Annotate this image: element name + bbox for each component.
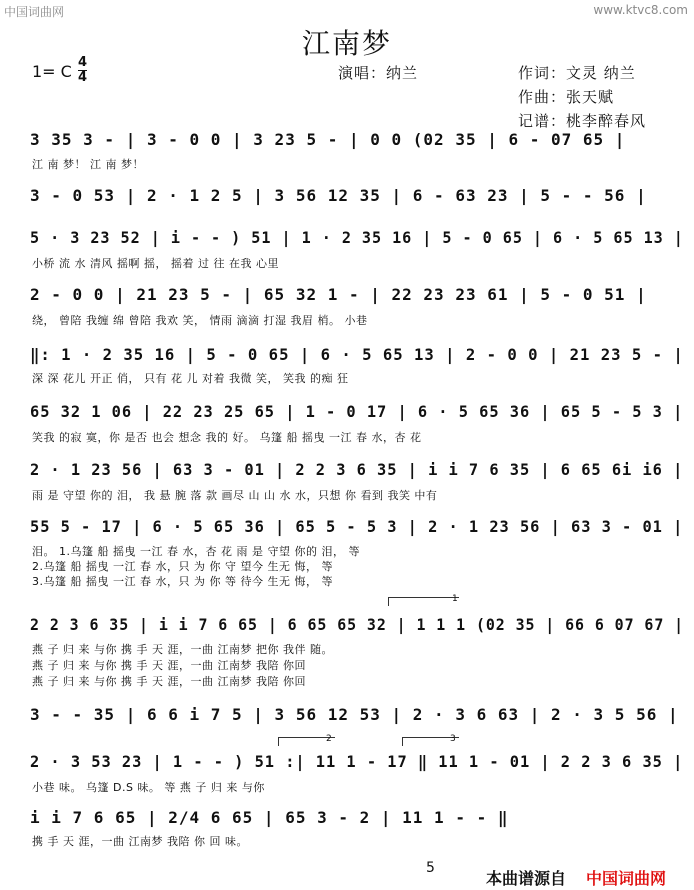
- source-site-link[interactable]: 中国词曲网: [586, 869, 667, 888]
- score-row-12-notes: i i 7 6 65 | 2/4 6 65 | 65 3 - 2 | 11 1 - - ‖: [30, 808, 509, 827]
- watermark-site-url: www.ktvc8.com: [593, 3, 688, 17]
- score-row-9-lyrics-verse-1: 燕 子 归 来 与你 携 手 天 涯，一曲 江南梦 把你 我伴 随。: [32, 643, 333, 656]
- score-row-8-lyrics-verse-1: 泪。 1.乌篷 船 摇曳 一江 春 水，杏 花 雨 是 守望 你的 泪， 等: [32, 545, 360, 558]
- score-row-9-lyrics-verse-3: 燕 子 归 来 与你 携 手 天 涯，一曲 江南梦 我陪 你回: [32, 675, 306, 688]
- score-row-6-lyrics: 笑我 的寂 寞，你 是否 也会 想念 我的 好。 乌篷 船 摇曳 一江 春 水，杏 花: [32, 431, 422, 444]
- score-row-5-notes: ‖: 1 · 2 35 16 | 5 - 0 65 | 6 · 5 65 13 | 2 - 0 0 | 21 23 5 - |: [30, 345, 684, 364]
- page-number: 5: [426, 860, 435, 876]
- score-row-8-lyrics-verse-3: 3.乌篷 船 摇曳 一江 春 水，只 为 你 等 待今 生无 悔， 等: [32, 575, 333, 588]
- score-row-6-notes: 65 32 1 06 | 22 23 25 65 | 1 - 0 17 | 6 · 5 65 36 | 65 5 - 5 3 |: [30, 402, 684, 421]
- score-row-2-notes: 3 - 0 53 | 2 · 1 2 5 | 3 56 12 35 | 6 - 63 23 | 5 - - 56 |: [30, 186, 647, 205]
- time-signature-top: 4: [78, 55, 88, 70]
- score-row-1-lyrics: 江 南 梦！ 江 南 梦！: [32, 158, 144, 171]
- score-row-3-notes: 5 · 3 23 52 | i - - ) 51 | 1 · 2 35 16 | 5 - 0 65 | 6 · 5 65 13 |: [30, 228, 684, 247]
- score-row-8-notes: 55 5 - 17 | 6 · 5 65 36 | 65 5 - 5 3 | 2 · 1 23 56 | 63 3 - 01 |: [30, 517, 684, 536]
- score-row-7-lyrics: 雨 是 守望 你的 泪， 我 悬 腕 落 款 画尽 山 山 水 水，只想 你 看到 我笑 中有: [32, 489, 438, 502]
- transcriber-credit: 记谱：桃李醉春风: [518, 112, 647, 130]
- score-row-4-lyrics: 绕， 曾陪 我缠 绵 曾陪 我欢 笑， 情雨 滴滴 打湿 我眉 梢。 小巷: [32, 314, 368, 327]
- key-signature: 1= C: [32, 62, 72, 81]
- score-row-12-lyrics: 携 手 天 涯，一曲 江南梦 我陪 你 回 味。: [32, 835, 248, 848]
- volta-bracket-1: [388, 597, 459, 606]
- score-row-11-notes: 2 · 3 53 23 | 1 - - ) 51 :| 11 1 - 17 ‖ 11 1 - 01 | 2 2 3 6 35 |: [30, 752, 684, 771]
- score-row-7-notes: 2 · 1 23 56 | 63 3 - 01 | 2 2 3 6 35 | i i 7 6 35 | 6 65 6i i6 |: [30, 460, 684, 479]
- score-row-9-lyrics-verse-2: 燕 子 归 来 与你 携 手 天 涯，一曲 江南梦 我陪 你回: [32, 659, 306, 672]
- score-row-5-lyrics: 深 深 花儿 开正 俏， 只有 花 儿 对着 我微 笑， 笑我 的痴 狂: [32, 372, 349, 385]
- volta-label-2: 2: [326, 734, 332, 744]
- score-row-4-notes: 2 - 0 0 | 21 23 5 - | 65 32 1 - | 22 23 23 61 | 5 - 0 51 |: [30, 285, 647, 304]
- composer-credit: 作曲：张天赋: [518, 88, 615, 106]
- score-row-10-notes: 3 - - 35 | 6 6 i 7 5 | 3 56 12 53 | 2 · 3 6 63 | 2 · 3 5 56 |: [30, 705, 679, 724]
- source-footer: [486, 866, 666, 889]
- volta-label-1: 1: [452, 594, 458, 604]
- volta-label-3: 3: [450, 734, 456, 744]
- lyricist-credit: 作词：文灵 纳兰: [518, 64, 636, 82]
- score-row-3-lyrics: 小桥 流 水 清风 摇啊 摇， 摇着 过 往 在我 心里: [32, 257, 279, 270]
- score-row-8-lyrics-verse-2: 2.乌篷 船 摇曳 一江 春 水，只 为 你 守 望今 生无 悔， 等: [32, 560, 333, 573]
- source-label: 本曲谱源自: [486, 869, 567, 888]
- time-signature-bottom: 4: [78, 70, 88, 85]
- score-row-11-lyrics: 小巷 味。 乌篷 D.S 味。 等 燕 子 归 来 与你: [32, 781, 265, 794]
- time-signature: [78, 56, 87, 85]
- score-row-1-notes: 3 35 3 - | 3 - 0 0 | 3 23 5 - | 0 0 (02 35 | 6 - 07 65 |: [30, 130, 626, 149]
- score-row-9-notes: 2 2 3 6 35 | i i 7 6 65 | 6 65 65 32 | 1 1 1 (02 35 | 66 6 07 67 |: [30, 615, 685, 634]
- singer-credit: 演唱：纳兰: [338, 64, 419, 82]
- watermark-site-name: 中国词曲网: [4, 5, 65, 19]
- song-title: 江南梦: [301, 27, 392, 60]
